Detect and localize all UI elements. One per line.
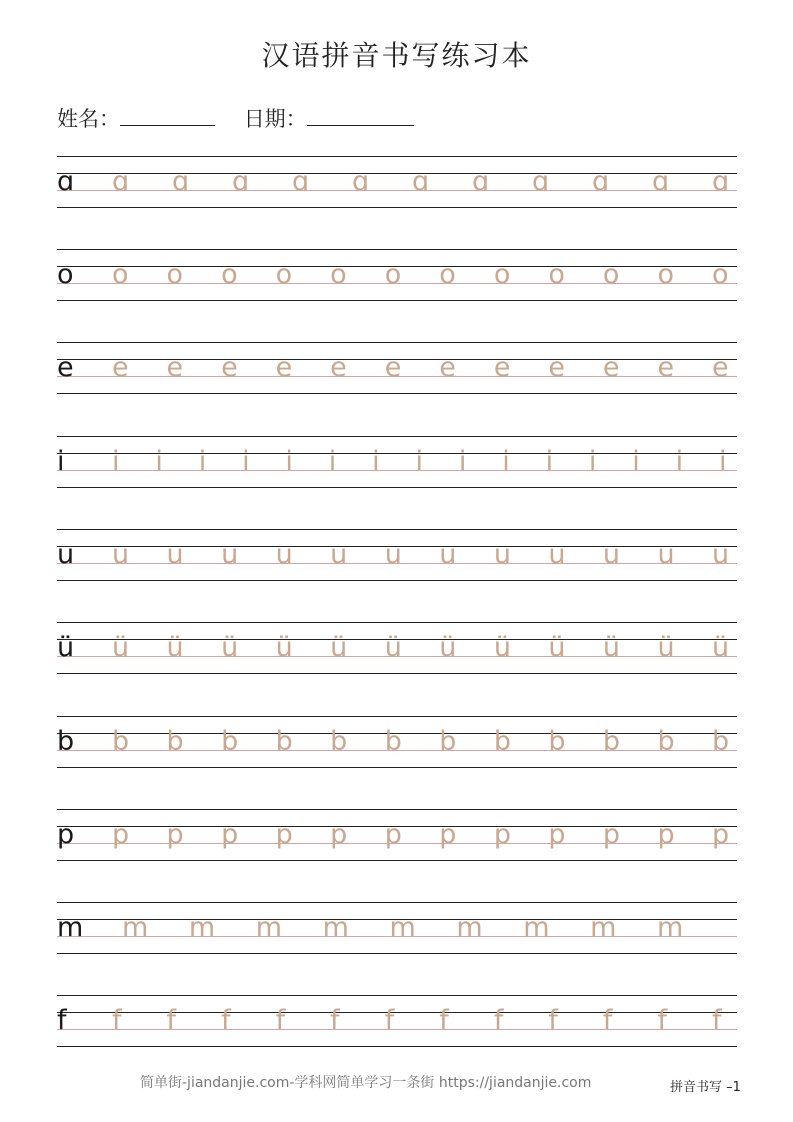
model-letter: m bbox=[57, 912, 84, 943]
model-letter: u bbox=[57, 539, 75, 570]
trace-letter: ü bbox=[384, 632, 402, 663]
trace-letter: i bbox=[588, 446, 597, 477]
trace-letter: b bbox=[166, 726, 184, 757]
trace-letter: f bbox=[657, 1005, 667, 1036]
model-letter: ü bbox=[57, 632, 75, 663]
student-info bbox=[57, 103, 414, 133]
guide-line bbox=[57, 622, 737, 623]
guide-line bbox=[57, 809, 737, 810]
trace-letter: ü bbox=[712, 632, 730, 663]
trace-letter: b bbox=[384, 726, 402, 757]
page-number: 拼音书写 –1 bbox=[670, 1080, 741, 1095]
trace-letter: e bbox=[493, 352, 511, 383]
trace-letter: e bbox=[548, 352, 565, 383]
trace-letter: o bbox=[384, 259, 402, 290]
date-label: 日期： bbox=[243, 107, 307, 131]
trace-letter: i bbox=[545, 446, 554, 477]
name-label: 姓名： bbox=[57, 107, 120, 131]
practice-row bbox=[57, 342, 737, 394]
practice-row bbox=[57, 249, 737, 301]
trace-letter: ü bbox=[493, 632, 511, 663]
trace-letter: ɑ bbox=[172, 166, 190, 197]
trace-letter: p bbox=[275, 819, 293, 850]
guide-line bbox=[57, 173, 737, 174]
trace-letter: i bbox=[328, 446, 337, 477]
trace-letter: ü bbox=[657, 632, 675, 663]
trace-letter: p bbox=[330, 819, 348, 850]
trace-letter: i bbox=[502, 446, 510, 477]
model-letter: ɑ bbox=[57, 166, 75, 197]
guide-line bbox=[57, 487, 737, 488]
guide-line bbox=[57, 860, 737, 861]
footer-text: 简单街-jiandanjie.com-学科网简单学习一条街 https://jiandanjie.com bbox=[140, 1075, 592, 1091]
trace-letter: e bbox=[330, 352, 347, 383]
trace-letter: e bbox=[712, 352, 729, 383]
trace-letter: p bbox=[493, 819, 511, 850]
trace-letter: e bbox=[166, 352, 184, 383]
guide-line bbox=[57, 529, 737, 530]
date-field[interactable] bbox=[307, 107, 414, 126]
trace-letter: u bbox=[602, 539, 621, 570]
trace-letter: u bbox=[384, 539, 402, 570]
guide-line bbox=[57, 156, 737, 157]
trace-letter: i bbox=[415, 446, 424, 477]
trace-letter: e bbox=[112, 352, 129, 383]
trace-letter: o bbox=[493, 259, 511, 290]
trace-letter: f bbox=[275, 1005, 286, 1036]
practice-row bbox=[57, 902, 737, 954]
practice-row bbox=[57, 622, 737, 674]
trace-letter: f bbox=[712, 1005, 722, 1036]
trace-letter: ɑ bbox=[532, 166, 550, 197]
trace-letter: p bbox=[439, 819, 457, 850]
trace-letter: f bbox=[548, 1005, 558, 1036]
trace-letter: i bbox=[719, 446, 727, 477]
trace-letter: i bbox=[458, 446, 467, 477]
trace-letter: ɑ bbox=[412, 166, 430, 197]
trace-letter: i bbox=[675, 446, 684, 477]
guide-line bbox=[57, 902, 737, 903]
trace-letter: b bbox=[330, 726, 348, 757]
trace-letter: i bbox=[155, 446, 163, 477]
trace-letter: ü bbox=[166, 632, 184, 663]
model-letter: f bbox=[57, 1005, 67, 1036]
trace-letter: u bbox=[493, 539, 511, 570]
guide-line bbox=[57, 300, 737, 301]
trace-letter: m bbox=[389, 912, 416, 943]
model-letter: b bbox=[57, 726, 75, 757]
trace-letter: o bbox=[166, 259, 184, 290]
guide-line bbox=[57, 1029, 737, 1030]
trace-letter: m bbox=[456, 912, 483, 943]
practice-row bbox=[57, 716, 737, 768]
trace-letter: o bbox=[330, 259, 347, 290]
trace-letter: i bbox=[112, 446, 120, 477]
practice-row bbox=[57, 156, 737, 208]
trace-letter: i bbox=[198, 446, 207, 477]
trace-letter: i bbox=[632, 446, 640, 477]
trace-letter: i bbox=[285, 446, 293, 477]
trace-letter: e bbox=[602, 352, 620, 383]
trace-letter: f bbox=[439, 1005, 449, 1036]
trace-letter: ɑ bbox=[232, 166, 250, 197]
guide-line bbox=[57, 393, 737, 394]
guide-line bbox=[57, 249, 737, 250]
trace-letter: ɑ bbox=[352, 166, 370, 197]
trace-letter: b bbox=[548, 726, 566, 757]
trace-letter: f bbox=[330, 1005, 340, 1036]
trace-letter: f bbox=[493, 1005, 504, 1036]
trace-letter: e bbox=[657, 352, 675, 383]
guide-line bbox=[57, 207, 737, 208]
trace-letter: o bbox=[602, 259, 620, 290]
trace-letter: u bbox=[657, 539, 675, 570]
trace-letter: ɑ bbox=[292, 166, 310, 197]
trace-letter: u bbox=[275, 539, 293, 570]
practice-row bbox=[57, 809, 737, 861]
model-letter: p bbox=[57, 819, 75, 850]
trace-letter: m bbox=[590, 912, 617, 943]
trace-letter: u bbox=[548, 539, 566, 570]
guide-line bbox=[57, 342, 737, 343]
trace-letter: p bbox=[602, 819, 621, 850]
trace-letter: b bbox=[112, 726, 130, 757]
trace-letter: f bbox=[384, 1005, 395, 1036]
trace-letter: ɑ bbox=[472, 166, 490, 197]
guide-line bbox=[57, 1012, 737, 1013]
trace-letter: m bbox=[523, 912, 550, 943]
trace-letter: p bbox=[548, 819, 566, 850]
trace-letter: p bbox=[712, 819, 730, 850]
trace-letter: ü bbox=[221, 632, 239, 663]
guide-line bbox=[57, 1046, 737, 1047]
trace-letter: i bbox=[372, 446, 380, 477]
trace-letter: u bbox=[330, 539, 348, 570]
trace-letter: o bbox=[548, 259, 565, 290]
trace-letter: f bbox=[602, 1005, 613, 1036]
trace-letter: p bbox=[657, 819, 675, 850]
trace-letter: o bbox=[657, 259, 674, 290]
trace-letter: m bbox=[657, 912, 684, 943]
trace-letter: o bbox=[112, 259, 129, 290]
trace-letter: u bbox=[712, 539, 730, 570]
trace-letter: ɑ bbox=[652, 166, 670, 197]
trace-letter: ü bbox=[548, 632, 566, 663]
trace-letter: m bbox=[122, 912, 149, 943]
trace-letter: ü bbox=[330, 632, 348, 663]
trace-letter: p bbox=[166, 819, 184, 850]
trace-letter: e bbox=[384, 352, 402, 383]
trace-letter: ü bbox=[275, 632, 293, 663]
trace-letter: ɑ bbox=[592, 166, 610, 197]
model-letter: o bbox=[57, 259, 74, 290]
model-letter: e bbox=[57, 352, 74, 383]
trace-letter: o bbox=[275, 259, 293, 290]
trace-letter: f bbox=[112, 1005, 122, 1036]
trace-letter: b bbox=[712, 726, 730, 757]
trace-letter: u bbox=[221, 539, 239, 570]
trace-letter: ɑ bbox=[112, 166, 130, 197]
trace-letter: e bbox=[275, 352, 293, 383]
trace-letter: u bbox=[112, 539, 130, 570]
trace-letter: f bbox=[166, 1005, 177, 1036]
guide-line bbox=[57, 580, 737, 581]
guide-line bbox=[57, 436, 737, 437]
practice-row bbox=[57, 436, 737, 488]
trace-letter: e bbox=[221, 352, 238, 383]
trace-letter: p bbox=[221, 819, 239, 850]
trace-letter: ü bbox=[602, 632, 621, 663]
trace-letter: b bbox=[275, 726, 293, 757]
trace-letter: b bbox=[602, 726, 621, 757]
trace-letter: p bbox=[384, 819, 402, 850]
trace-letter: b bbox=[657, 726, 675, 757]
trace-letter: f bbox=[221, 1005, 231, 1036]
guide-line bbox=[57, 673, 737, 674]
trace-letter: b bbox=[221, 726, 239, 757]
practice-row bbox=[57, 995, 737, 1047]
trace-letter: u bbox=[166, 539, 184, 570]
trace-letter: b bbox=[439, 726, 457, 757]
trace-letter: ü bbox=[112, 632, 130, 663]
practice-row bbox=[57, 529, 737, 581]
trace-letter: p bbox=[112, 819, 130, 850]
guide-line bbox=[57, 716, 737, 717]
trace-letter: b bbox=[493, 726, 511, 757]
trace-letter: m bbox=[188, 912, 216, 943]
trace-letter: ɑ bbox=[712, 166, 730, 197]
page-title: 汉语拼音书写练习本 bbox=[261, 39, 532, 72]
guide-line bbox=[57, 995, 737, 996]
trace-letter: o bbox=[439, 259, 456, 290]
name-field[interactable] bbox=[120, 107, 215, 126]
trace-letter: i bbox=[242, 446, 250, 477]
guide-line bbox=[57, 767, 737, 768]
trace-letter: e bbox=[439, 352, 456, 383]
trace-letter: o bbox=[221, 259, 238, 290]
trace-letter: u bbox=[439, 539, 457, 570]
model-letter: i bbox=[57, 446, 65, 477]
guide-line bbox=[57, 953, 737, 954]
guide-line bbox=[57, 190, 737, 191]
trace-letter: o bbox=[712, 259, 729, 290]
trace-letter: ü bbox=[439, 632, 457, 663]
trace-letter: m bbox=[255, 912, 283, 943]
trace-letter: m bbox=[322, 912, 349, 943]
